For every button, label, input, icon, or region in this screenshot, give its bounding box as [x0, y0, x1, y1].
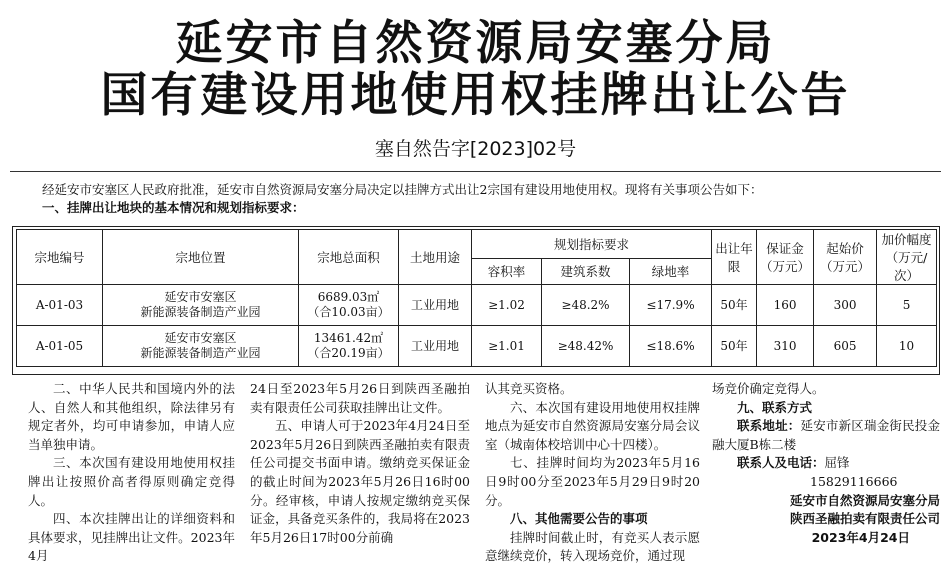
- location: [103, 326, 299, 367]
- table-row: [17, 285, 937, 326]
- area-sqm: 6689.03㎡: [317, 290, 380, 304]
- start-price: 605: [814, 326, 877, 367]
- area-sqm: 13461.42㎡: [313, 331, 384, 345]
- clause-6: 六、本次国有建设用地使用权挂牌地点为延安市自然资源局安塞分局会议室（城南体校培训中心十四楼）。: [485, 399, 700, 452]
- header-coverage: 建筑系数: [542, 258, 630, 284]
- increment: 5: [877, 285, 937, 326]
- notice-title-line-2: 国有建设用地使用权挂牌出让公告: [100, 68, 851, 123]
- signature-issuer-2: 陕西圣融拍卖有限责任公司: [789, 511, 940, 527]
- clause-5-continued: 认其竞买资格。: [485, 381, 573, 396]
- header-increment: 加价幅度（万元/次）: [877, 230, 937, 285]
- contact-address: [712, 417, 940, 454]
- notice-title-line-1: 延安市自然资源局安塞分局: [175, 16, 776, 71]
- section-1-heading: 一、挂牌出让地块的基本情况和规划指标要求：: [42, 200, 305, 215]
- header-green: 绿地率: [630, 258, 712, 284]
- text-column-4: [712, 380, 940, 547]
- header-far: 容积率: [472, 258, 542, 284]
- clause-8-continued: 场竞价确定竞得人。: [712, 381, 825, 396]
- location-line-1: 延安市安塞区: [164, 331, 237, 345]
- text-column-3: [485, 380, 700, 566]
- clause-4: 四、本次挂牌出让的详细资料和具体要求，见挂牌出让文件。2023年4月: [28, 511, 235, 564]
- header-parcel-no: 宗地编号: [17, 230, 103, 285]
- intro-paragraph: 经延安市安塞区人民政府批准，延安市自然资源局安塞分局决定以挂牌方式出让2宗国有建设用地使用权。现将有关事项公告如下：: [42, 182, 763, 197]
- header-term: 出让年限: [712, 230, 757, 285]
- far: ≥1.02: [472, 285, 542, 326]
- parcel-table: [16, 229, 937, 367]
- clause-5: 五、申请人可于2023年4月24日至2023年5月26日到陕西圣融拍卖有限责任公司提交书面申请。缴纳竞买保证金的截止时间为2023年5月26日16时00分。经审核，申请人按规定缴纳竞买保证金，具备竞买条件的，我局将在2023年5月26日17时00分前确: [250, 418, 470, 545]
- header-land-use: 土地用途: [399, 230, 472, 285]
- area-mu: （合20.19亩）: [307, 346, 390, 360]
- table-row: [17, 326, 937, 367]
- area-mu: （合10.03亩）: [307, 305, 390, 319]
- location-line-2: 新能源装备制造产业园: [140, 346, 261, 360]
- coverage: ≥48.42%: [542, 326, 630, 367]
- location-line-2: 新能源装备制造产业园: [140, 305, 261, 319]
- start-price: 300: [814, 285, 877, 326]
- clause-8-body: 挂牌时间截止时，有竞买人表示愿意继续竞价，转入现场竞价，通过现: [485, 529, 700, 564]
- clause-4-continued: 24日至2023年5月26日到陕西圣融拍卖有限责任公司获取挂牌出让文件。: [250, 381, 470, 415]
- notice-date: 2023年4月24日: [811, 529, 910, 545]
- header-area: 宗地总面积: [299, 230, 399, 285]
- term: 50年: [712, 285, 757, 326]
- signature-issuer-1: 延安市自然资源局安塞分局: [789, 492, 940, 508]
- green-rate: ≤18.6%: [630, 326, 712, 367]
- parcel-no: A-01-03: [17, 285, 103, 326]
- document-number: 塞自然告字[2023]02号: [374, 138, 577, 160]
- clause-2: 二、中华人民共和国境内外的法人、自然人和其他组织，除法律另有规定者外，均可申请参加，申请人应当单独申请。: [28, 381, 235, 452]
- clause-7: 七、挂牌时间均为2023年5月16日9时00分至2023年5月29日9时20分。: [485, 455, 700, 508]
- deposit: 310: [757, 326, 814, 367]
- divider: [10, 171, 941, 172]
- contact-address-value: 延安市新区瑞金街民投金融大厦B栋二楼: [712, 418, 940, 452]
- header-location: 宗地位置: [103, 230, 299, 285]
- clause-8-heading: 八、其他需要公告的事项: [510, 511, 648, 527]
- increment: 10: [877, 326, 937, 367]
- green-rate: ≤17.9%: [630, 285, 712, 326]
- clause-3: 三、本次国有建设用地使用权挂牌出让按照价高者得原则确定竞得人。: [28, 455, 235, 508]
- text-column-1: [28, 380, 235, 566]
- text-column-2: [250, 380, 470, 547]
- area: [299, 285, 399, 326]
- location: [103, 285, 299, 326]
- contact-person-label: 联系人及电话：: [737, 455, 825, 471]
- contact-person-value: 屈锋: [824, 455, 850, 471]
- header-planning: 规划指标要求: [472, 230, 712, 259]
- header-start-price: 起始价（万元）: [814, 230, 877, 285]
- term: 50年: [712, 326, 757, 367]
- contact-address-label: 联系地址：: [737, 418, 801, 434]
- deposit: 160: [757, 285, 814, 326]
- land-use: 工业用地: [399, 285, 472, 326]
- coverage: ≥48.2%: [542, 285, 630, 326]
- clause-9-heading: 九、联系方式: [737, 399, 813, 415]
- location-line-1: 延安市安塞区: [164, 290, 237, 304]
- contact-person: [712, 454, 940, 473]
- parcel-no: A-01-05: [17, 326, 103, 367]
- contact-phone: 15829116666: [810, 473, 898, 489]
- header-deposit: 保证金（万元）: [757, 230, 814, 285]
- area: [299, 326, 399, 367]
- land-use: 工业用地: [399, 326, 472, 367]
- far: ≥1.01: [472, 326, 542, 367]
